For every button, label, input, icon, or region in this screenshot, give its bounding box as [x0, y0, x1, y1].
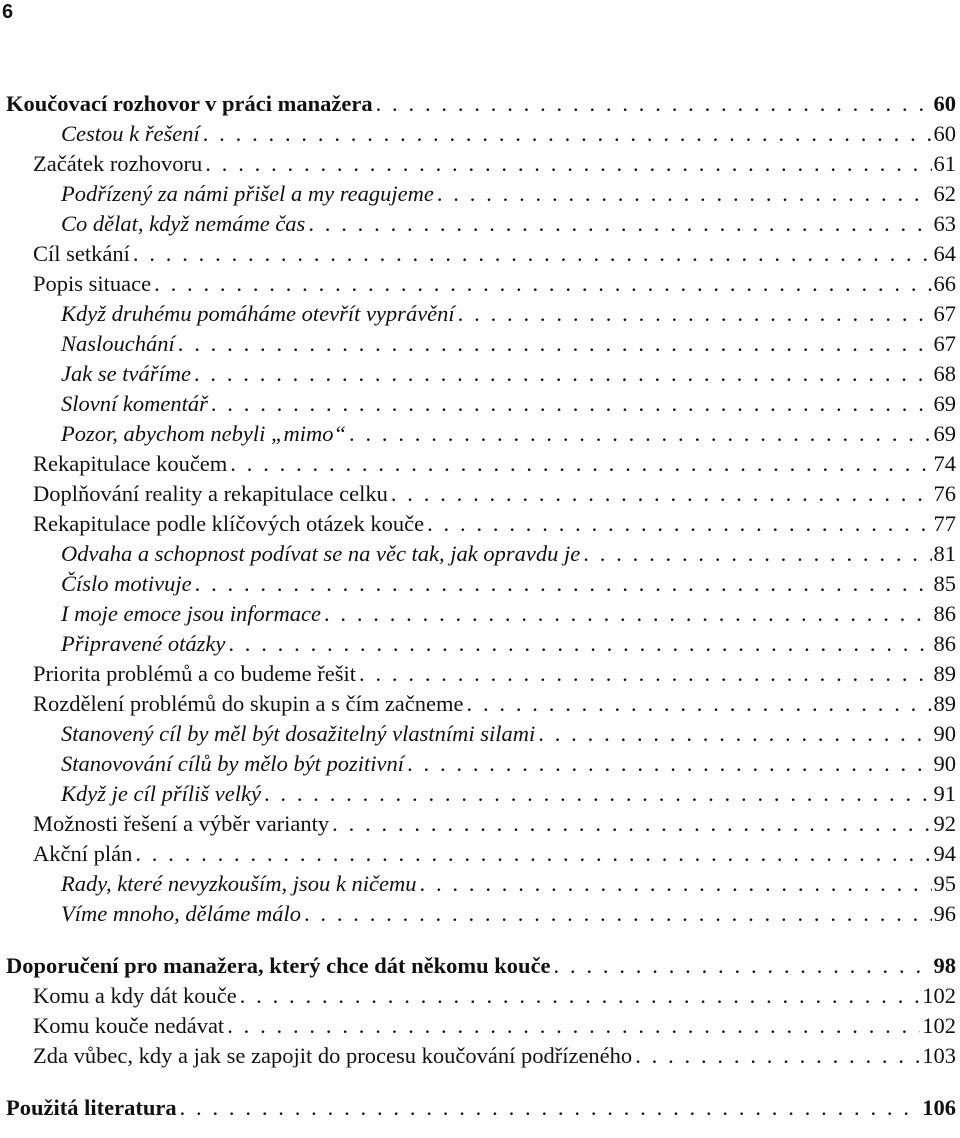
toc-subsection[interactable]	[6, 539, 956, 569]
toc-entry-page: 102	[922, 983, 956, 1008]
toc-entry-page: 76	[933, 481, 956, 506]
toc-entry-title: Cíl setkání	[33, 241, 130, 266]
toc-entry-page: 103	[922, 1043, 956, 1068]
toc-entry-title: Číslo motivuje	[61, 571, 192, 596]
toc-entry-title: Koučovací rozhovor v práci manažera	[6, 91, 373, 116]
dot-leader	[349, 419, 932, 449]
toc-entry-page: 66	[933, 271, 956, 296]
toc-section[interactable]	[6, 981, 956, 1011]
toc-section[interactable]	[6, 269, 956, 299]
dot-leader	[467, 689, 932, 719]
toc-entry-page: 74	[933, 451, 956, 476]
dot-leader	[324, 599, 932, 629]
dot-leader	[178, 329, 932, 359]
toc-chapter[interactable]	[6, 951, 956, 981]
toc-subsection[interactable]	[6, 179, 956, 209]
dot-leader	[376, 89, 932, 119]
toc-subsection[interactable]	[6, 629, 956, 659]
dot-leader	[437, 179, 932, 209]
toc-entry-page: 62	[933, 181, 956, 206]
toc-entry-page: 90	[933, 721, 956, 746]
toc-entry-title: Když je cíl příliš velký	[61, 781, 261, 806]
toc-entry-page: 68	[933, 361, 956, 386]
toc-section[interactable]	[6, 659, 956, 689]
toc-chapter[interactable]	[6, 1093, 956, 1123]
dot-leader	[407, 749, 931, 779]
dot-leader	[332, 809, 931, 839]
dot-leader	[203, 119, 932, 149]
dot-leader	[228, 629, 931, 659]
toc-entry-title: Priorita problémů a co budeme řešit	[33, 661, 357, 686]
dot-leader	[154, 269, 931, 299]
toc-entry-title: Podřízený za námi přišel a my reagujeme	[61, 181, 434, 206]
toc-entry-title: Když druhému pomáháme otevřít vyprávění	[61, 301, 455, 326]
toc-entry-title: Rozdělení problémů do skupin a s čím začneme	[33, 691, 464, 716]
toc-subsection[interactable]	[6, 749, 956, 779]
toc-entry-page: 60	[933, 91, 956, 116]
toc-entry-page: 102	[922, 1013, 956, 1038]
toc-entry-page: 90	[933, 751, 956, 776]
dot-leader	[304, 899, 932, 929]
toc-entry-page: 92	[933, 811, 956, 836]
toc-entry-page: 77	[933, 511, 956, 536]
toc-entry-page: 81	[933, 541, 956, 566]
dot-leader	[205, 149, 931, 179]
toc-entry-page: 63	[933, 211, 956, 236]
toc-entry-title: Komu kouče nedávat	[33, 1013, 225, 1038]
toc-entry-title: Akční plán	[33, 841, 133, 866]
toc-subsection[interactable]	[6, 419, 956, 449]
toc-entry-title: Připravené otázky	[61, 631, 226, 656]
toc-section[interactable]	[6, 1041, 956, 1071]
dot-leader	[227, 1011, 920, 1041]
toc-entry-page: 61	[933, 151, 956, 176]
toc-subsection[interactable]	[6, 569, 956, 599]
toc-entry-page: 98	[933, 953, 956, 978]
dot-leader	[308, 209, 931, 239]
dot-leader	[391, 479, 932, 509]
toc-entry-title: Naslouchání	[61, 331, 175, 356]
page-number: 6	[2, 1, 14, 23]
toc-entry-page: 89	[933, 691, 956, 716]
toc-entry-page: 91	[933, 781, 956, 806]
dot-leader	[195, 569, 932, 599]
toc-entry-page: 60	[933, 121, 956, 146]
toc-entry-page: 86	[933, 601, 956, 626]
toc-entry-title: I moje emoce jsou informace	[61, 601, 321, 626]
toc-entry-title: Popis situace	[33, 271, 152, 296]
dot-leader	[240, 981, 921, 1011]
toc-section[interactable]	[6, 509, 956, 539]
toc-subsection[interactable]	[6, 119, 956, 149]
dot-leader	[635, 1041, 920, 1071]
dot-leader	[554, 951, 932, 981]
toc-subsection[interactable]	[6, 329, 956, 359]
toc-entry-title: Rady, které nevyzkouším, jsou k ničemu	[61, 871, 417, 896]
toc-entry-page: 94	[933, 841, 956, 866]
section-gap	[6, 929, 956, 951]
toc-entry-page: 69	[933, 421, 956, 446]
toc-subsection[interactable]	[6, 869, 956, 899]
dot-leader	[359, 659, 931, 689]
toc-entry-title: Doplňování reality a rekapitulace celku	[33, 481, 388, 506]
toc-subsection[interactable]	[6, 389, 956, 419]
toc-subsection[interactable]	[6, 359, 956, 389]
toc-entry-title: Co dělat, když nemáme čas	[61, 211, 306, 236]
toc-section[interactable]	[6, 479, 956, 509]
toc-entry-title: Stanovování cílů by mělo být pozitivní	[61, 751, 405, 776]
toc-chapter[interactable]	[6, 89, 956, 119]
toc-subsection[interactable]	[6, 899, 956, 929]
dot-leader	[264, 779, 932, 809]
toc-subsection[interactable]	[6, 719, 956, 749]
dot-leader	[194, 359, 932, 389]
dot-leader	[538, 719, 931, 749]
toc-entry-title: Jak se tváříme	[61, 361, 191, 386]
toc-entry-page: 96	[933, 901, 956, 926]
toc-entry-page: 67	[933, 331, 956, 356]
toc-entry-page: 106	[922, 1095, 956, 1120]
dot-leader	[135, 839, 931, 869]
toc-entry-title: Začátek rozhovoru	[33, 151, 203, 176]
toc-entry-title: Slovní komentář	[61, 391, 208, 416]
toc-subsection[interactable]	[6, 599, 956, 629]
toc-entry-title: Víme mnoho, děláme málo	[61, 901, 301, 926]
toc-entry-page: 89	[933, 661, 956, 686]
toc-entry-title: Stanovený cíl by měl být dosažitelný vlastními silami	[61, 721, 536, 746]
toc-entry-title: Pozor, abychom nebyli „mimo“	[61, 421, 346, 446]
toc-entry-page: 64	[933, 241, 956, 266]
toc-entry-page: 95	[933, 871, 956, 896]
toc-section[interactable]	[6, 689, 956, 719]
toc-section[interactable]	[6, 1011, 956, 1041]
toc-entry-title: Rekapitulace podle klíčových otázek kouče	[33, 511, 425, 536]
toc-section[interactable]	[6, 239, 956, 269]
toc-subsection[interactable]	[6, 779, 956, 809]
dot-leader	[133, 239, 932, 269]
table-of-contents	[6, 89, 956, 1123]
toc-entry-page: 67	[933, 301, 956, 326]
dot-leader	[458, 299, 932, 329]
toc-entry-page: 69	[933, 391, 956, 416]
dot-leader	[420, 869, 932, 899]
dot-leader	[180, 1093, 921, 1123]
dot-leader	[427, 509, 931, 539]
toc-section[interactable]	[6, 149, 956, 179]
toc-entry-page: 85	[933, 571, 956, 596]
toc-entry-title: Cestou k řešení	[61, 121, 200, 146]
toc-entry-title: Komu a kdy dát kouče	[33, 983, 237, 1008]
dot-leader	[583, 539, 931, 569]
toc-entry-title: Možnosti řešení a výběr varianty	[33, 811, 330, 836]
toc-section[interactable]	[6, 809, 956, 839]
dot-leader	[211, 389, 932, 419]
toc-section[interactable]	[6, 449, 956, 479]
dot-leader	[230, 449, 931, 479]
toc-entry-page: 86	[933, 631, 956, 656]
toc-entry-title: Odvaha a schopnost podívat se na věc tak, jak opravdu je	[61, 541, 581, 566]
toc-section[interactable]	[6, 839, 956, 869]
toc-entry-title: Rekapitulace koučem	[33, 451, 228, 476]
toc-entry-title: Zda vůbec, kdy a jak se zapojit do procesu koučování podřízeného	[33, 1043, 633, 1068]
toc-subsection[interactable]	[6, 299, 956, 329]
toc-entry-title: Doporučení pro manažera, který chce dát někomu kouče	[6, 953, 551, 978]
section-gap	[6, 1071, 956, 1093]
toc-entry-title: Použitá literatura	[6, 1095, 177, 1120]
toc-subsection[interactable]	[6, 209, 956, 239]
